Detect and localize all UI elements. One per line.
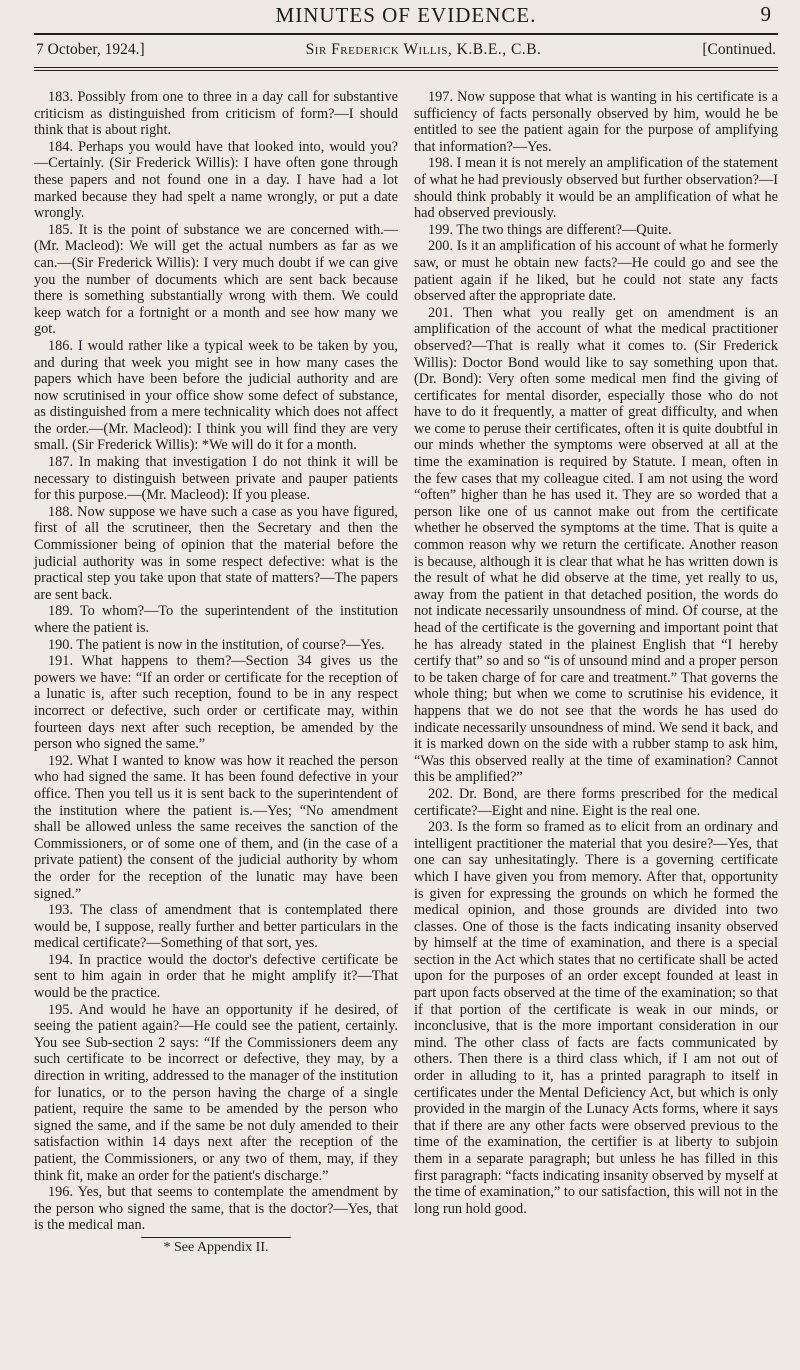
paragraph: 186. I would rather like a typical week to be taken by you, and during that week you might see in how many cases the papers which have been before the judicial authority and are now scrutinised in your office show some defect of substance, as distinguished from a mere technicality which does not affect the order.—(Mr. Macleod): I think you will find they are very small. (Sir Frederick Willis): *We will do it for a month. xyxy=(34,337,398,454)
witness-name: Sir Frederick Willis, K.B.E., C.B. xyxy=(305,41,542,58)
paragraph: 188. Now suppose we have such a case as you have figured, first of all the scrutineer, then the Secretary and then the Commissioner being of opinion that the material before the judicial authority was in some respect defective: what is the practical step you take upon that state of matters?—The papers are sent back. xyxy=(34,503,398,603)
paragraph: 183. Possibly from one to three in a day call for substantive criticism as distinguished from criticism of form?—I should think that is about right. xyxy=(34,89,398,139)
paragraph: 196. Yes, but that seems to contemplate the amendment by the person who signed the same, that is the doctor?—Yes, that is the medical man. xyxy=(34,1184,398,1234)
continued-label: [Continued. xyxy=(702,41,776,58)
paragraph: 202. Dr. Bond, are there forms prescribed for the medical certificate?—Eight and nine. Eight is the real one. xyxy=(414,785,778,819)
paragraph: 189. To whom?—To the superintendent of the institution where the patient is. xyxy=(34,603,398,636)
paragraph: 184. Perhaps you would have that looked into, would you?—Certainly. (Sir Frederick Willis): I have often gone through these papers and not found one in a day. I have had a lot marked because they had spelt a name wrongly, or put a date wrongly. xyxy=(34,138,398,222)
left-column xyxy=(34,89,398,1257)
footnote-rule xyxy=(141,1237,291,1238)
paragraph: 193. The class of amendment that is contemplated there would be, I suppose, really further and better particulars in the medical certificate?—Something of that sort, yes. xyxy=(34,902,398,952)
page-header xyxy=(34,0,778,31)
subheader xyxy=(34,41,778,63)
paragraph: 198. I mean it is not merely an amplification of the statement of what he had previously observed but further observation?—I should think probably it would be an amplification of what he had observed previously. xyxy=(414,155,778,222)
subheader-rule-bottom xyxy=(34,70,778,71)
header-rule xyxy=(34,33,778,35)
paragraph: 194. In practice would the doctor's defective certificate be sent to him again in order that he might amplify it?—That would be the practice. xyxy=(34,951,398,1002)
session-date: 7 October, 1924.] xyxy=(36,41,145,58)
paragraph: 197. Now suppose that what is wanting in his certificate is a sufficiency of facts personally observed by him, would he be entitled to see the patient again for the purpose of amplifying that information?—Yes. xyxy=(414,89,778,155)
subheader-rule-top xyxy=(34,67,778,68)
paragraph: 191. What happens to them?—Section 34 gives us the powers we have: “If an order or certificate for the reception of a lunatic is, after such reception, found to be in any respect incorrect or defective, such order or certificate may, within fourteen days next after such reception, be amended by the person who signed the same.” xyxy=(34,653,398,753)
paragraph: 199. The two things are different?—Quite. xyxy=(428,221,672,238)
paragraph: 195. And would he have an opportunity if he desired, of seeing the patient again?—He could see the patient, certainly. You see Sub-section 2 says: “If the Commissioners deem any such certificate to be incorrect or defective, they may, by a direction in writing, addressed to the manager of the institution for lunatics, or to the person having the charge of a single patient, require the same to be amended by the person who signed the same, and if the same be not duly amended to their satisfaction within 14 days next after the reception of the patient, the Commissioners, or any two of them, may, if they think fit, make an order for the patient's discharge.” xyxy=(34,1001,398,1184)
paragraph: 192. What I wanted to know was how it reached the person who had signed the same. It has been found defective in your office. Then you tell us it is sent back to the superintendent of the institution where the patient is.—Yes; “No amendment shall be allowed unless the same receives the sanction of the Commissioners, or of some one of them, and (in the case of a private patient) the consent of the judicial authority by whom the order for the reception of the lunatic may have been signed.” xyxy=(34,752,398,902)
text-columns xyxy=(34,89,778,1257)
paragraph: 201. Then what you really get on amendment is an amplification of the account of what the medical practitioner observed?—That is really what it comes to. (Sir Frederick Willis): Doctor Bond would like to say something upon that. (Dr. Bond): Very often some medical men find the giving of certificates for mental disorder, especially those who do not have to do it frequently, a matter of great difficulty, and when we come to peruse their certificates, often it is quite doubtful in our minds whether the symptoms were observed at all at the time the examination is required by Statute. I mean, often in the few cases that my colleague cited. I am not using the word “often” higher than he has used it. They are so worded that a person like one of us cannot make out from the certificate whether he observed the symptoms at the time. That is quite a common reason why we return the certificate. Another reason is because, although it is clear that what he has written down is the result of what he did observe at the time, yet really to us, away from the patient in that detached position, the words do not indicate necessarily unsoundness of mind. Of course, at the head of the certificate is the governing and important point that he has already stated in the plainest English that “I hereby certify that” so and so “is of unsound mind and a proper person to be taken charge of for care and treatment.” That governs the whole thing; but when we come to scrutinise his evidence, it happens that we do not see that the words he has used do indicate necessarily unsoundness of mind. We send it back, and it is marked down on the side with a rubber stamp to ask him, “Was this observed really at the time of examination? Cannot this be amplified?” xyxy=(414,304,778,786)
header-title: MINUTES OF EVIDENCE. xyxy=(275,3,537,27)
paragraph: 187. In making that investigation I do not think it will be necessary to distinguish between private and pauper patients for this purpose.—(Mr. Macleod): If you please. xyxy=(34,454,398,504)
right-column xyxy=(414,89,778,1257)
paragraph: 185. It is the point of substance we are concerned with.—(Mr. Macleod): We will get the actual numbers as far as we can.—(Sir Frederick Willis): I very much doubt if we can give you the number of documents which are sent back because there is something substantially wrong with them. We could keep watch for a fortnight or a month and see how many we got. xyxy=(34,221,398,338)
paragraph: 200. Is it an amplification of his account of what he formerly saw, or must he obtain new facts?—He could go and see the patient again if he liked, but he could not state any facts observed after the appropriate date. xyxy=(414,238,778,305)
page-number: 9 xyxy=(760,2,772,26)
paragraph: 190. The patient is now in the institution, of course?—Yes. xyxy=(48,636,385,653)
footnote: * See Appendix II. xyxy=(163,1239,269,1255)
paragraph: 203. Is the form so framed as to elicit from an ordinary and intelligent practitioner the material that you desire?—Yes, that one can say unhesitatingly. There is a governing certificate which I have given you from memory. After that, opportunity is given for expressing the grounds on which he formed the medical opinion, and those grounds are divided into two classes. One of those is the facts indicating insanity observed by himself at the time of examination, and there is a special section in the Act which states that no certificate shall be acted upon for the purposes of an order except founded at least in part upon facts observed at the time of the examination; so that if that portion of the certificate is weak in our minds, or inconclusive, that is the more important consideration in our mind. The other class of facts are facts communicated by others. Then there is a third class which, if I am not out of order in alluding to it, has a printed paragraph to itself in certificates under the Mental Deficiency Act, but which is only provided in the margin of the Lunacy Acts forms, where it says that if there are any other facts were observed previous to the time of the examination, the certifier is at liberty to subjoin them in a separate paragraph; but unless he has filled in this first paragraph: “facts indicating insanity observed by myself at the time of examination,” to our satisfaction, this will not in the long run hold good. xyxy=(414,819,778,1217)
